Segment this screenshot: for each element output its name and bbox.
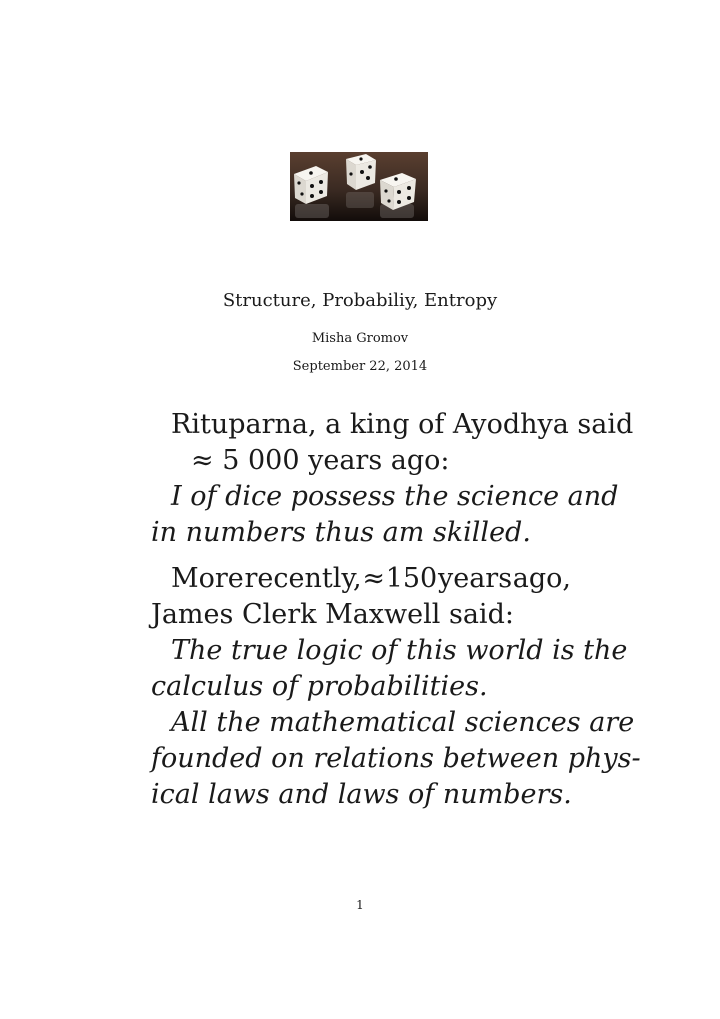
word: More — [171, 563, 244, 594]
word: ago, — [512, 563, 571, 594]
word: years — [437, 563, 513, 594]
body-text — [151, 407, 641, 813]
text-line: calculus of probabilities. — [151, 671, 488, 702]
dice-photo — [290, 152, 428, 221]
quote-rituparna — [151, 479, 619, 551]
text-line: James Clerk Maxwell said: — [151, 599, 514, 630]
quote-maxwell-2 — [151, 705, 641, 813]
paragraph-maxwell-intro — [151, 561, 571, 633]
text-line: founded on relations between phys- — [151, 743, 641, 774]
text-line: in numbers thus am skilled. — [151, 517, 531, 548]
text-line: All the mathematical sciences are — [171, 707, 635, 738]
text-line: ical laws and laws of numbers. — [151, 779, 572, 810]
author-name: Misha Gromov — [311, 331, 409, 346]
quote-maxwell-1 — [151, 633, 628, 705]
word: ≈ — [362, 563, 385, 594]
text-line: I of dice possess the science and — [171, 481, 619, 512]
word: 150 — [385, 563, 438, 594]
paper-title: Structure, Probabiliy, Entropy — [222, 290, 498, 311]
text-line: The true logic of this world is the — [171, 635, 628, 666]
page-number: 1 — [356, 898, 364, 912]
text-line: ≈ 5 000 years ago: — [191, 445, 450, 476]
publication-date: September 22, 2014 — [292, 359, 428, 374]
word: recently, — [244, 563, 362, 594]
text-line: Rituparna, a king of Ayodhya said — [171, 409, 634, 440]
text-line — [151, 561, 571, 597]
paragraph-rituparna-intro — [151, 407, 634, 479]
